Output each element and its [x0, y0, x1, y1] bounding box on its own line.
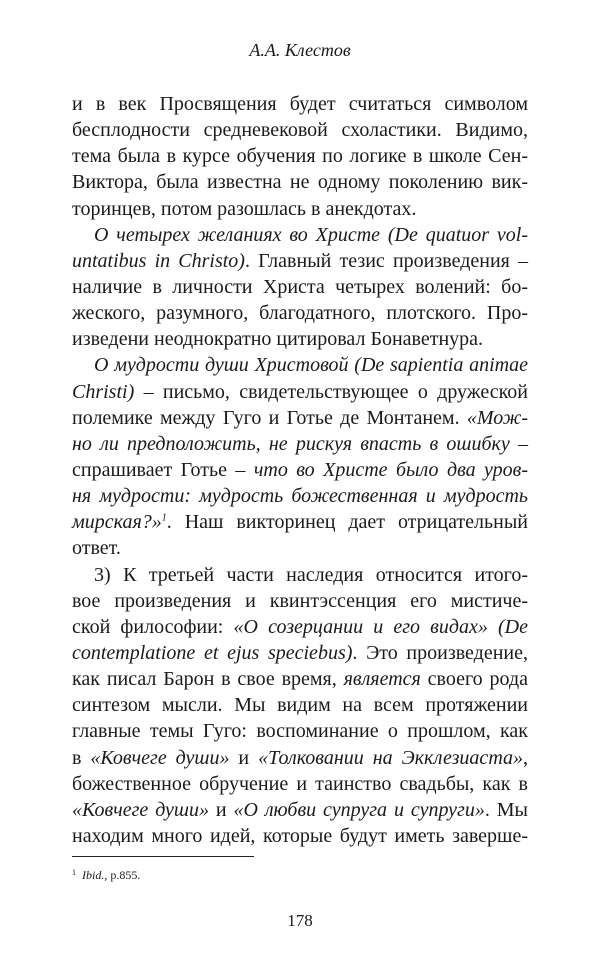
text-segment: торинцев, потом разошлась в анекдотах. [72, 197, 417, 220]
italic-text: что во Христе было два уров- [253, 458, 528, 481]
footnote-reference: 1 [161, 512, 167, 524]
page-number: 178 [287, 911, 313, 930]
text-line [72, 196, 528, 222]
text-line [72, 169, 528, 195]
text-line [72, 431, 528, 457]
italic-text: «О любви супруга и супруги» [233, 798, 485, 821]
text-segment: изведени неоднократно цитировал Бонаветнура. [72, 328, 484, 351]
text-segment: наличие в личности Христа четырех волений: бо- [72, 275, 528, 298]
text-segment: и в век Просвящения будет считаться символом [72, 93, 528, 115]
italic-text: «Ковчеге души» [90, 746, 230, 769]
italic-text: Christi) [72, 380, 135, 403]
italic-text: ня мудрости: мудрость божественная и мудрость [72, 485, 528, 508]
text-segment: . Мы [484, 798, 528, 821]
footnote [72, 868, 140, 883]
text-segment: своего рода [420, 668, 528, 691]
text-segment: жеского, разумного, благодатного, плотского. Про- [72, 302, 528, 325]
text-segment: полемике между Гуго и Готье де Монтанем. [72, 406, 467, 429]
italic-text: «О созерцании и его видах» (De [233, 615, 528, 638]
text-line [72, 509, 528, 535]
text-segment: как писал Барон в свое время, [72, 668, 344, 691]
text-line [72, 535, 528, 561]
text-segment: . Это произведение, [352, 641, 528, 664]
italic-text: О четырех желаниях во Христе (De quatuor vol- [94, 223, 528, 246]
text-segment: – письмо, свидетельствующее о дружеской [134, 380, 528, 403]
italic-text: contemplatione et ejus speciebus) [72, 641, 353, 664]
footnote-source: Ibid. [82, 868, 105, 882]
text-line [72, 562, 528, 588]
text-segment: , [523, 746, 529, 769]
text-segment: ской философии: [72, 615, 234, 638]
text-line [72, 300, 528, 326]
text-segment: находим много идей, которые будут иметь заверше- [72, 824, 528, 847]
text-segment: 3) К третьей части наследия относится итого- [94, 563, 528, 586]
text-line [72, 274, 528, 300]
text-line [72, 405, 528, 431]
text-segment: главные темы Гуго: воспоминание о прошлом, как [72, 720, 528, 743]
text-line [72, 326, 528, 352]
text-line [72, 797, 528, 823]
text-segment: тема была в курсе обучения по логике в школе Сен- [72, 145, 528, 168]
text-line [72, 771, 528, 797]
text-line [72, 379, 528, 405]
text-segment: божественное обручение и таинство свадьбы, как в [72, 772, 528, 795]
text-line [72, 352, 528, 378]
text-segment: . Главный тезис произведения – [244, 249, 528, 272]
text-segment: ответ. [72, 537, 121, 560]
text-line [72, 614, 528, 640]
italic-text: «Ковчеге души» [72, 798, 210, 821]
italic-text: мирская?» [72, 511, 162, 534]
italic-text: является [343, 668, 421, 691]
text-line [72, 692, 528, 718]
text-line [72, 117, 528, 143]
text-line [72, 745, 528, 771]
text-segment: синтезом мысли. Мы видим на всем протяжении [72, 694, 528, 717]
text-line [72, 823, 528, 849]
body-text [72, 91, 528, 849]
text-line [72, 588, 528, 614]
text-segment: Виктора, была известна не одному поколению вик- [72, 171, 528, 194]
footnote-mark: 1 [72, 868, 76, 877]
text-line [72, 222, 528, 248]
text-line [72, 91, 528, 117]
text-line [72, 666, 528, 692]
italic-text: untatibus in Christo) [72, 249, 245, 272]
text-line [72, 718, 528, 744]
text-segment: спрашивает Готье – [72, 458, 254, 481]
footnote-page: , p.855. [104, 868, 141, 882]
text-line [72, 248, 528, 274]
footnote-divider [72, 856, 254, 857]
italic-text: «Мож- [466, 406, 528, 429]
text-line [72, 143, 528, 169]
text-segment: и [229, 746, 259, 769]
italic-text: «Толковании на Экклезиаста» [258, 746, 524, 769]
text-segment: в [72, 746, 91, 769]
text-line [72, 483, 528, 509]
text-line [72, 640, 528, 666]
text-segment: . Наш викторинец дает отрицательный [166, 511, 528, 534]
italic-text: О мудрости души Христовой (De sapientia animae [94, 354, 528, 377]
running-head: А.А. Клестов [249, 40, 351, 60]
text-segment: бесплодности средневековой схоластики. Видимо, [72, 119, 528, 142]
text-segment: и [209, 798, 234, 821]
text-segment: – [509, 432, 528, 455]
text-line [72, 457, 528, 483]
text-segment: вое произведения и квинтэссенция его мистиче- [72, 589, 528, 612]
italic-text: но ли предположить, не рискуя впасть в ошибку [72, 432, 510, 455]
